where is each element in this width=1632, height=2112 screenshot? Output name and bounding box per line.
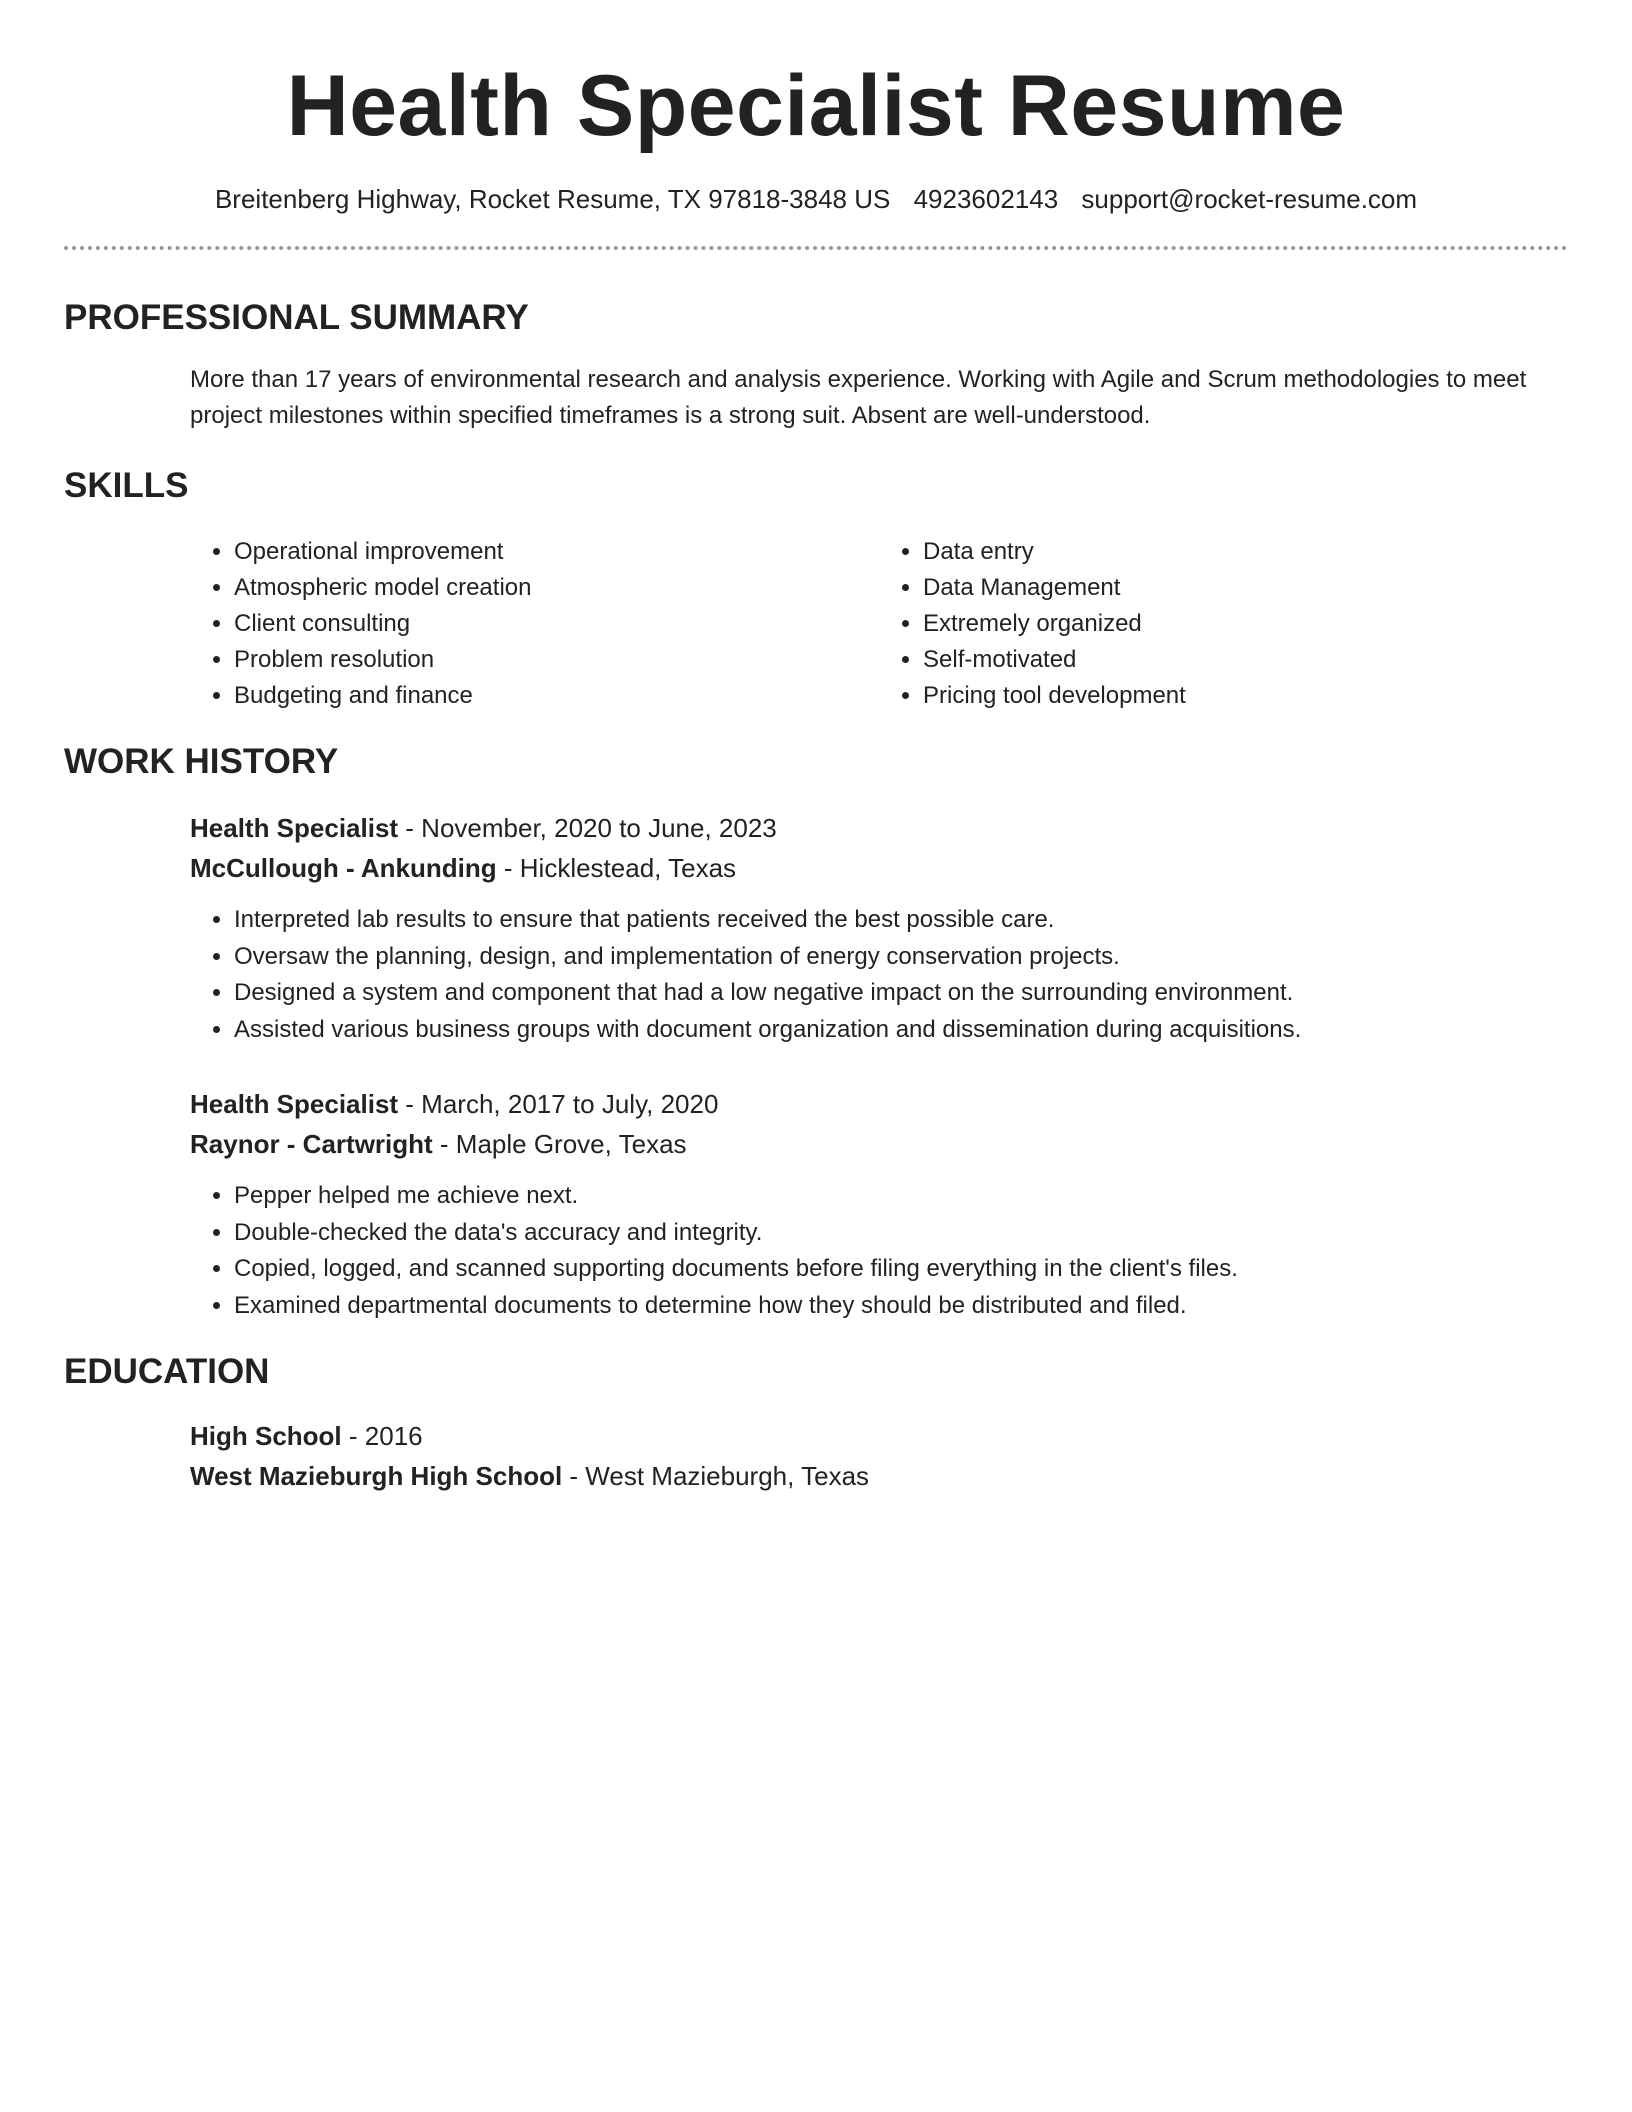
education-year: - 2016	[341, 1421, 423, 1451]
job-company: Raynor - Cartwright	[190, 1129, 433, 1159]
job-bullet: • Examined departmental documents to determine how they should be distributed and filed.	[234, 1288, 1568, 1325]
skill-item: • Atmospheric model creation	[234, 570, 879, 606]
contact-address: Breitenberg Highway, Rocket Resume, TX 97818-3848 US	[214, 184, 891, 214]
work-heading: WORK HISTORY	[64, 742, 339, 781]
job-company-line	[190, 848, 1568, 888]
job-location: - Hicklestead, Texas	[496, 853, 737, 883]
job-bullet: • Interpreted lab results to ensure that patients received the best possible care.	[234, 902, 1568, 939]
education-school-line	[190, 1456, 1568, 1496]
resume-page	[64, 0, 1568, 1496]
job-dates: - March, 2017 to July, 2020	[398, 1089, 719, 1119]
skill-item: • Problem resolution	[234, 642, 879, 678]
job-bullet: • Copied, logged, and scanned supporting documents before filing everything in the client's files.	[234, 1251, 1568, 1288]
contact-phone: 4923602143	[913, 184, 1059, 214]
job-entry	[190, 1084, 1568, 1324]
skill-item: • Extremely organized	[923, 606, 1568, 642]
job-bullet: • Designed a system and component that had a low negative impact on the surrounding environment.	[234, 975, 1568, 1012]
skill-item: • Data entry	[923, 534, 1568, 570]
education-location: - West Mazieburgh, Texas	[562, 1461, 870, 1491]
skill-item: • Operational improvement	[234, 534, 879, 570]
header-divider	[64, 246, 1568, 250]
education-entry	[190, 1416, 1568, 1496]
skill-item: • Pricing tool development	[923, 678, 1568, 714]
job-bullets	[190, 1178, 1568, 1324]
contact-email: support@rocket-resume.com	[1081, 184, 1418, 214]
job-bullet: • Pepper helped me achieve next.	[234, 1178, 1568, 1215]
skills-grid	[190, 534, 1568, 714]
summary-heading: PROFESSIONAL SUMMARY	[64, 298, 529, 337]
job-title: Health Specialist	[190, 1089, 399, 1119]
education-degree-line	[190, 1416, 1568, 1456]
skills-heading: SKILLS	[64, 466, 189, 505]
skill-item: • Data Management	[923, 570, 1568, 606]
job-title-line	[190, 808, 1568, 848]
job-title: Health Specialist	[190, 813, 399, 843]
contact-line	[64, 182, 1568, 216]
skill-item: • Self-motivated	[923, 642, 1568, 678]
job-location: - Maple Grove, Texas	[432, 1129, 687, 1159]
skills-column-left	[190, 534, 879, 714]
skill-item: • Budgeting and finance	[234, 678, 879, 714]
job-company-line	[190, 1124, 1568, 1164]
resume-title: Health Specialist Resume	[286, 58, 1346, 154]
job-bullet: • Assisted various business groups with document organization and dissemination during acquisitions.	[234, 1012, 1568, 1049]
job-bullet: • Double-checked the data's accuracy and integrity.	[234, 1215, 1568, 1252]
job-dates: - November, 2020 to June, 2023	[398, 813, 777, 843]
summary-text: More than 17 years of environmental research and analysis experience. Working with Agile and Scrum methodologies to meet project milestones within specified timeframes is a strong suit. Absent are well-understood.	[190, 366, 1527, 429]
job-title-line	[190, 1084, 1568, 1124]
job-entry	[190, 808, 1568, 1048]
education-school: West Mazieburgh High School	[190, 1461, 563, 1491]
skill-item: • Client consulting	[234, 606, 879, 642]
skills-column-right	[879, 534, 1568, 714]
education-heading: EDUCATION	[64, 1352, 270, 1391]
job-bullet: • Oversaw the planning, design, and implementation of energy conservation projects.	[234, 939, 1568, 976]
education-degree: High School	[190, 1421, 342, 1451]
job-bullets	[190, 902, 1568, 1048]
job-company: McCullough - Ankunding	[190, 853, 497, 883]
